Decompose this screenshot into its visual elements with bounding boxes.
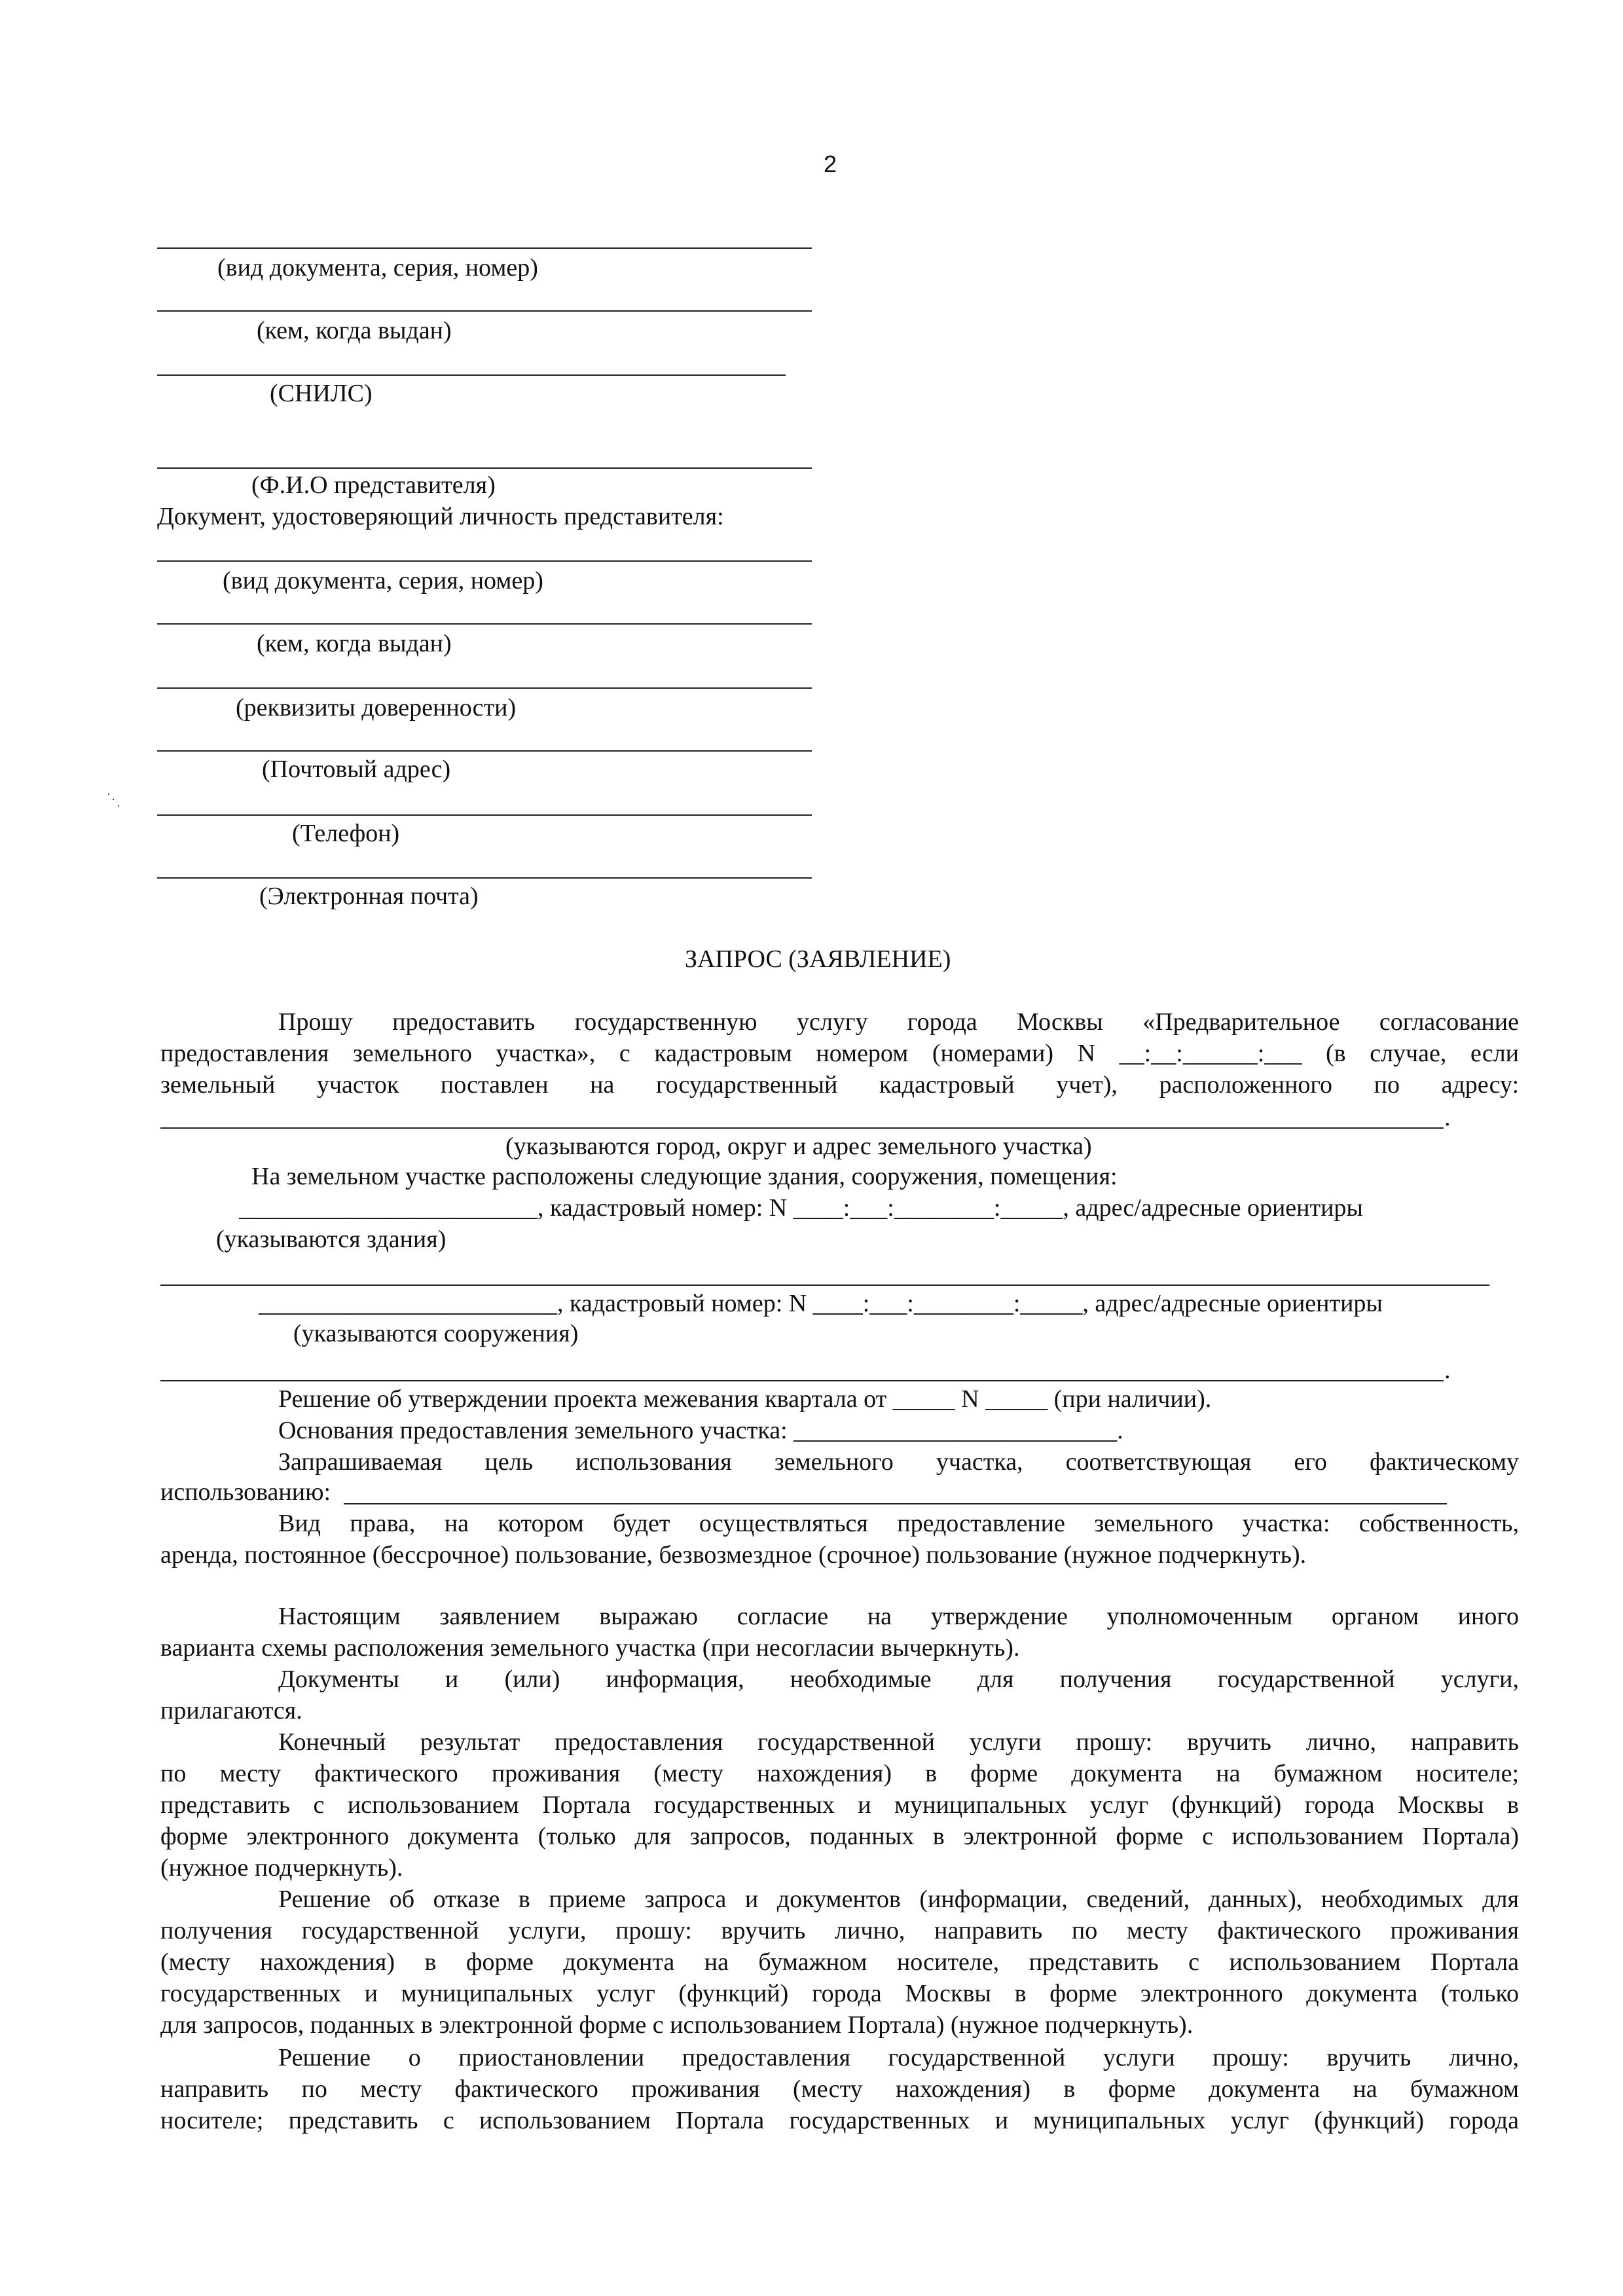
refusal-line-4: государственных и муниципальных услуг (функций) города Москвы в форме электронного документа (только: [160, 1980, 1519, 2007]
snils-line: [157, 374, 786, 376]
rep-doc-type-line: [157, 560, 812, 562]
scan-mark: [108, 793, 109, 795]
result-line-2: по месту фактического проживания (месту нахождения) в форме документа на бумажном носителе;: [160, 1760, 1519, 1787]
docs-line-1: Документы и (или) информация, необходимые для получения государственной услуги,: [278, 1666, 1519, 1693]
postal-line: [157, 750, 812, 752]
suspend-line-3: носителе; представить с использованием Портала государственных и муниципальных услуг (функций) города: [160, 2107, 1519, 2134]
result-line-5: (нужное подчеркнуть).: [160, 1854, 403, 1882]
postal-label: (Почтовый адрес): [262, 756, 451, 783]
scan-mark: [118, 805, 119, 807]
phone-label: (Телефон): [292, 820, 400, 847]
rep-id-doc-heading: Документ, удостоверяющий личность представителя:: [157, 503, 724, 530]
rep-issued-by-label: (кем, когда выдан): [257, 630, 452, 657]
purpose-line-2: использованию:: [160, 1478, 331, 1506]
structures-row: ________________________, кадастровый номер: N ____:___:________:_____, адрес/адресные ориентиры: [259, 1290, 1383, 1317]
buildings-address-line: [160, 1285, 1489, 1286]
docs-line-2: прилагаются.: [160, 1697, 302, 1724]
structures-hint: (указываются сооружения): [293, 1320, 579, 1347]
result-line-3: представить с использованием Портала государственных и муниципальных услуг (функций) города Москвы в: [160, 1791, 1519, 1819]
purpose-line-1: Запрашиваемая цель использования земельного участка, соответствующая его фактическому: [278, 1448, 1519, 1476]
p1-line-3: земельный участок поставлен на государственный кадастровый учет), расположенного по адресу:: [160, 1071, 1519, 1099]
purpose-line: [344, 1503, 1447, 1504]
page-number: 2: [824, 151, 837, 177]
request-title: ЗАПРОС (ЗАЯВЛЕНИЕ): [685, 945, 951, 973]
refusal-line-1: Решение об отказе в приеме запроса и документов (информации, сведений, данных), необходимых для: [278, 1886, 1519, 1913]
right-line-1: Вид права, на котором будет осуществляться предоставление земельного участка: собственность,: [278, 1510, 1519, 1537]
address-hint: (указываются город, округ и адрес земельного участка): [505, 1133, 1092, 1160]
suspend-line-2: направить по месту фактического проживания (месту нахождения) в форме документа на бумажном: [160, 2075, 1519, 2103]
poa-line: [157, 687, 812, 689]
rep-fio-line: [157, 467, 812, 469]
address-line: [160, 1127, 1444, 1129]
scan-mark: [113, 799, 114, 800]
p1-line-2: предоставления земельного участка», с кадастровым номером (номерами) N __:__:______:___ (в случае, если: [160, 1040, 1519, 1067]
issued-by-label: (кем, когда выдан): [257, 317, 452, 344]
consent-line-1: Настоящим заявлением выражаю согласие на утверждение уполномоченным органом иного: [278, 1603, 1519, 1630]
grounds: Основания предоставления земельного участка: __________________________.: [278, 1417, 1123, 1444]
buildings-heading: На земельном участке расположены следующие здания, сооружения, помещения:: [251, 1163, 1118, 1190]
p1-line-1: Прошу предоставить государственную услугу города Москвы «Предварительное согласование: [278, 1008, 1519, 1036]
issued-by-line: [157, 310, 812, 312]
right-line-2: аренда, постоянное (бессрочное) пользование, безвозмездное (срочное) пользование (нужное подчеркнуть).: [160, 1541, 1307, 1569]
survey-decision: Решение об утверждении проекта межевания квартала от _____ N _____ (при наличии).: [278, 1385, 1212, 1413]
buildings-hint: (указываются здания): [216, 1226, 447, 1253]
result-line-4: форме электронного документа (только для запросов, поданных в электронной форме с использованием Портала): [160, 1823, 1519, 1850]
phone-line: [157, 814, 812, 816]
email-label: (Электронная почта): [259, 883, 479, 910]
rep-doc-type-label: (вид документа, серия, номер): [223, 567, 543, 594]
email-line: [157, 877, 812, 879]
rep-fio-label: (Ф.И.О представителя): [251, 471, 496, 499]
structures-address-line: [160, 1380, 1444, 1381]
snils-label: (СНИЛС): [270, 380, 373, 407]
refusal-line-3: (месту нахождения) в форме документа на бумажном носителе, представить с использованием Портала: [160, 1948, 1519, 1976]
result-line-1: Конечный результат предоставления государственной услуги прошу: вручить лично, направить: [278, 1728, 1519, 1756]
refusal-line-2: получения государственной услуги, прошу: вручить лично, направить по месту фактического проживания: [160, 1917, 1519, 1944]
doc-type-label: (вид документа, серия, номер): [217, 254, 538, 282]
poa-label: (реквизиты доверенности): [236, 694, 517, 721]
suspend-line-1: Решение о приостановлении предоставления государственной услуги прошу: вручить лично,: [278, 2044, 1519, 2071]
buildings-row: ________________________, кадастровый номер: N ____:___:________:_____, адрес/адресные ориентиры: [239, 1194, 1363, 1222]
rep-issued-by-line: [157, 623, 812, 625]
refusal-line-5: для запросов, поданных в электронной форме с использованием Портала) (нужное подчеркнуть).: [160, 2011, 1194, 2039]
consent-line-2: варианта схемы расположения земельного участка (при несогласии вычеркнуть).: [160, 1634, 1020, 1662]
doc-type-line: [157, 247, 812, 249]
